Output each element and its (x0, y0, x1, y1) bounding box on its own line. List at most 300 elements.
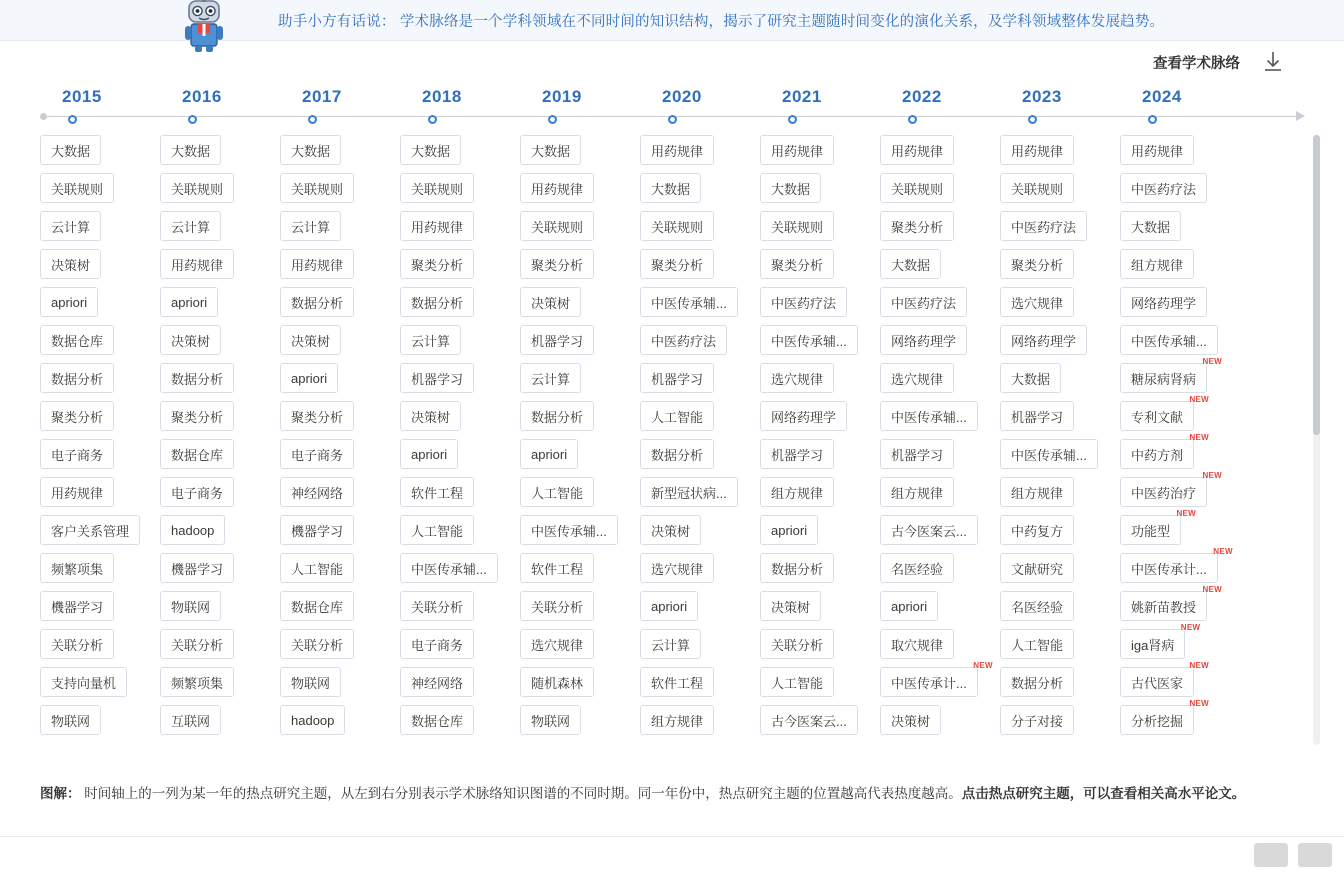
assistant-message-row (278, 10, 1164, 31)
topic-label: 机器学习 (1011, 409, 1064, 425)
topic-chip[interactable] (280, 401, 354, 431)
topic-chip[interactable] (880, 135, 954, 165)
topic-chip[interactable] (760, 553, 834, 583)
topic-chip[interactable] (1000, 287, 1074, 317)
topic-chip[interactable] (760, 477, 834, 507)
topic-chip[interactable] (760, 211, 834, 241)
topic-chip[interactable] (760, 705, 858, 735)
topic-label: 关联分析 (51, 637, 104, 653)
topic-label: apriori (51, 294, 88, 310)
topic-list (520, 133, 640, 735)
topic-label: 大数据 (411, 143, 451, 159)
topic-chip[interactable] (520, 363, 581, 393)
topic-chip[interactable] (880, 287, 967, 317)
timeline-columns (40, 87, 1304, 735)
topic-chip[interactable] (400, 439, 458, 469)
topic-label: 机器学习 (771, 447, 824, 463)
topic-chip[interactable] (400, 173, 474, 203)
topic-chip[interactable] (160, 211, 221, 241)
topic-chip[interactable] (640, 439, 714, 469)
robot-assistant-icon (176, 0, 232, 54)
topic-chip[interactable] (520, 249, 594, 279)
back-to-top-button[interactable] (1298, 843, 1332, 867)
topic-chip[interactable] (520, 705, 581, 735)
topic-chip[interactable] (640, 135, 714, 165)
topic-chip[interactable] (640, 705, 714, 735)
timeline-column (40, 87, 160, 735)
year-label: 2023 (1022, 87, 1062, 106)
topic-chip[interactable] (640, 477, 738, 507)
topic-label: 名医经验 (1011, 599, 1064, 615)
topic-chip[interactable] (40, 325, 114, 355)
new-badge: NEW (1189, 699, 1210, 708)
topic-label: 云计算 (411, 333, 451, 349)
topic-label: 中医传承辅... (651, 295, 727, 311)
topic-label: 大数据 (291, 143, 331, 159)
topic-chip[interactable] (520, 667, 594, 697)
topic-chip[interactable] (280, 591, 354, 621)
topic-chip[interactable] (1120, 509, 1197, 545)
year-label: 2015 (62, 87, 102, 106)
topic-label: 中医传承辅... (891, 409, 967, 425)
topic-label: 古今医案云... (771, 713, 847, 729)
timeline-column (520, 87, 640, 735)
year-axis-dot (548, 115, 557, 124)
topic-label: 中医传承辅... (1131, 333, 1207, 349)
topic-chip[interactable] (1120, 661, 1210, 697)
topic-label: 网络药理学 (1131, 295, 1197, 311)
topic-label: 聚类分析 (411, 257, 464, 273)
topic-chip[interactable] (880, 363, 954, 393)
year-axis-dot (788, 115, 797, 124)
topic-chip[interactable] (400, 515, 474, 545)
topic-chip[interactable] (1000, 363, 1061, 393)
topic-chip[interactable] (40, 439, 114, 469)
topic-label: 中医传承辅... (771, 333, 847, 349)
topic-chip[interactable] (880, 515, 978, 545)
topic-chip[interactable] (640, 363, 714, 393)
topic-chip[interactable] (880, 477, 954, 507)
topic-label: 关联分析 (531, 599, 584, 615)
topic-label: 機器学习 (291, 523, 344, 539)
topic-chip[interactable] (160, 439, 234, 469)
topic-chip[interactable] (1000, 325, 1087, 355)
topic-label: 人工智能 (771, 675, 824, 691)
topic-chip[interactable] (1000, 515, 1074, 545)
topic-label: 云计算 (51, 219, 91, 235)
topic-label: 决策树 (891, 713, 931, 729)
topic-chip[interactable] (160, 287, 218, 317)
topic-label: apriori (171, 294, 208, 310)
topic-label: 古今医案云... (891, 523, 967, 539)
topic-label: 数据分析 (51, 371, 104, 387)
topic-chip[interactable] (640, 667, 714, 697)
topic-chip[interactable] (400, 135, 461, 165)
topic-label: 人工智能 (1011, 637, 1064, 653)
topic-chip[interactable] (40, 211, 101, 241)
topic-label: 神经网络 (411, 675, 464, 691)
topic-chip[interactable] (520, 477, 594, 507)
topic-label: 大数据 (651, 181, 691, 197)
topic-chip[interactable] (40, 173, 114, 203)
topic-chip[interactable] (40, 553, 114, 583)
topic-chip[interactable] (400, 553, 498, 583)
topic-chip[interactable] (520, 439, 578, 469)
timeline-column (880, 87, 1000, 735)
assistant-message: 学术脉络是一个学科领域在不同时间的知识结构，揭示了研究主题随时间变化的演化关系，及学科领域整体发展趋势。 (399, 13, 1165, 30)
topic-label: 软件工程 (651, 675, 704, 691)
year-axis-dot (188, 115, 197, 124)
topic-chip[interactable] (160, 515, 225, 545)
topic-label: 选穴规律 (771, 371, 824, 387)
topic-chip[interactable] (640, 591, 698, 621)
topic-chip[interactable] (160, 135, 221, 165)
topic-chip[interactable] (880, 173, 954, 203)
topic-label: 大数据 (531, 143, 571, 159)
topic-chip[interactable] (40, 515, 140, 545)
topic-chip[interactable] (160, 325, 221, 355)
topic-chip[interactable] (640, 553, 714, 583)
topic-chip[interactable] (760, 629, 834, 659)
topic-label: 支持向量机 (51, 675, 117, 691)
topic-chip[interactable] (280, 477, 354, 507)
topic-chip[interactable] (760, 591, 821, 621)
topic-chip[interactable] (640, 287, 738, 317)
topic-chip[interactable] (280, 211, 341, 241)
year-label: 2020 (662, 87, 702, 106)
timeline-scroll-viewport[interactable] (40, 87, 1304, 755)
topic-label: 大数据 (891, 257, 931, 273)
topic-chip[interactable] (40, 591, 114, 621)
topic-label: 数据分析 (291, 295, 344, 311)
topic-chip[interactable] (520, 325, 594, 355)
topic-chip[interactable] (280, 553, 354, 583)
topic-chip[interactable] (1120, 623, 1201, 659)
year-axis-dot (1148, 115, 1157, 124)
topic-chip[interactable] (1120, 395, 1210, 431)
topic-chip[interactable] (760, 515, 818, 545)
topic-chip[interactable] (880, 439, 954, 469)
new-badge: NEW (1189, 661, 1210, 670)
topic-chip[interactable] (1120, 325, 1218, 355)
topic-chip[interactable] (520, 553, 594, 583)
topic-label: 决策树 (411, 409, 451, 425)
topic-chip[interactable] (1120, 547, 1233, 583)
topic-chip[interactable] (160, 477, 234, 507)
new-badge: NEW (1189, 395, 1210, 404)
topic-label: 数据分析 (411, 295, 464, 311)
topic-label: 新型冠状病... (651, 485, 727, 501)
topic-chip[interactable] (880, 629, 954, 659)
topic-chip[interactable] (400, 591, 474, 621)
topic-label: 电子商务 (291, 447, 344, 463)
topic-chip[interactable] (160, 249, 234, 279)
new-badge: NEW (1213, 547, 1233, 556)
topic-chip[interactable] (40, 363, 114, 393)
topic-label: 关联规则 (171, 181, 224, 197)
topic-chip[interactable] (1000, 173, 1074, 203)
topic-chip[interactable] (160, 591, 221, 621)
topic-label: 人工智能 (291, 561, 344, 577)
topic-chip[interactable] (1000, 135, 1074, 165)
topic-label: 关联规则 (51, 181, 104, 197)
topic-list (280, 133, 400, 735)
topic-chip[interactable] (640, 325, 727, 355)
topic-label: 物联网 (51, 713, 91, 729)
timeline-vertical-scrollbar[interactable] (1313, 135, 1320, 745)
topic-chip[interactable] (520, 629, 594, 659)
legend-text-2: 点击热点研究主题，可以查看相关高水平论文。 (961, 786, 1246, 801)
topic-chip[interactable] (280, 363, 338, 393)
topic-list (40, 133, 160, 735)
topic-chip[interactable] (1000, 211, 1087, 241)
topic-chip[interactable] (400, 325, 461, 355)
download-icon[interactable] (1262, 50, 1284, 74)
topic-chip[interactable] (1120, 585, 1223, 621)
topic-chip[interactable] (640, 401, 714, 431)
topic-chip[interactable] (160, 401, 234, 431)
topic-chip[interactable] (520, 515, 618, 545)
topic-chip[interactable] (760, 287, 847, 317)
topic-chip[interactable] (280, 705, 345, 735)
topic-chip[interactable] (760, 173, 821, 203)
topic-list (640, 133, 760, 735)
year-axis-dot (68, 115, 77, 124)
topic-chip[interactable] (400, 629, 474, 659)
topic-label: 关联规则 (771, 219, 824, 235)
topic-chip[interactable] (1120, 433, 1210, 469)
topic-chip[interactable] (280, 667, 341, 697)
topic-chip[interactable] (400, 705, 474, 735)
topic-label: 大数据 (771, 181, 811, 197)
topic-label: 网络药理学 (1011, 333, 1077, 349)
topic-chip[interactable] (280, 249, 354, 279)
topic-label: 网络药理学 (891, 333, 957, 349)
topic-label: 人工智能 (651, 409, 704, 425)
topic-chip[interactable] (280, 325, 341, 355)
topic-chip[interactable] (280, 439, 354, 469)
topic-chip[interactable] (40, 135, 101, 165)
academic-lineage-timeline (40, 87, 1304, 737)
topic-label: 中医传承辅... (531, 523, 607, 539)
topic-label: 聚类分析 (891, 219, 944, 235)
topic-chip[interactable] (1120, 135, 1194, 165)
topic-label: 数据仓库 (291, 599, 344, 615)
topic-chip[interactable] (160, 667, 234, 697)
topic-label: 中医药疗法 (1011, 219, 1077, 235)
topic-chip[interactable] (280, 287, 354, 317)
topic-list (880, 133, 1000, 735)
topic-label: 软件工程 (531, 561, 584, 577)
topic-chip[interactable] (400, 287, 474, 317)
topic-label: 取穴规律 (891, 637, 944, 653)
topic-chip[interactable] (520, 135, 581, 165)
topic-label: 用药规律 (891, 143, 944, 159)
topic-list (760, 133, 880, 735)
topic-chip[interactable] (880, 705, 941, 735)
topic-label: 电子商务 (411, 637, 464, 653)
topic-chip[interactable] (40, 667, 127, 697)
topic-chip[interactable] (400, 667, 474, 697)
topic-label: 组方规律 (651, 713, 704, 729)
topic-chip[interactable] (1000, 629, 1074, 659)
topic-chip[interactable] (1120, 173, 1207, 203)
timeline-column (1120, 87, 1240, 735)
new-badge: NEW (1202, 585, 1223, 594)
topic-chip[interactable] (1120, 471, 1223, 507)
topic-chip[interactable] (880, 591, 938, 621)
year-label: 2019 (542, 87, 582, 106)
topic-chip[interactable] (400, 401, 461, 431)
topic-chip[interactable] (1120, 211, 1181, 241)
topic-label: 用药规律 (171, 257, 224, 273)
topic-chip[interactable] (280, 135, 341, 165)
topic-chip[interactable] (160, 705, 221, 735)
topic-chip[interactable] (1120, 249, 1194, 279)
topic-chip[interactable] (640, 629, 701, 659)
topic-chip[interactable] (1120, 287, 1207, 317)
topic-chip[interactable] (1000, 591, 1074, 621)
topic-label: 用药规律 (411, 219, 464, 235)
topic-label: hadoop (171, 522, 215, 538)
topic-chip[interactable] (760, 439, 834, 469)
topic-chip[interactable] (760, 135, 834, 165)
topic-chip[interactable] (280, 515, 354, 545)
topic-chip[interactable] (1120, 357, 1223, 393)
scrollbar-thumb[interactable] (1313, 135, 1320, 435)
topic-label: 决策树 (291, 333, 331, 349)
topic-chip[interactable] (640, 211, 714, 241)
topic-chip[interactable] (400, 211, 474, 241)
topic-label: 分子对接 (1011, 713, 1064, 729)
topic-chip[interactable] (400, 363, 474, 393)
topic-chip[interactable] (640, 173, 701, 203)
topic-label: 聚类分析 (531, 257, 584, 273)
topic-label: 频繁项集 (171, 675, 224, 691)
topic-label: apriori (531, 446, 568, 462)
topic-label: 中药方剂 (1131, 447, 1184, 463)
topic-chip[interactable] (520, 591, 594, 621)
topic-label: 聚类分析 (51, 409, 104, 425)
topic-chip[interactable] (880, 211, 954, 241)
year-label: 2022 (902, 87, 942, 106)
assistant-banner (0, 0, 1344, 41)
year-axis-dot (908, 115, 917, 124)
topic-label: 电子商务 (51, 447, 104, 463)
topic-chip[interactable] (880, 401, 978, 431)
topic-chip[interactable] (1000, 477, 1074, 507)
topic-label: 用药规律 (1011, 143, 1064, 159)
topic-chip[interactable] (760, 249, 834, 279)
topic-label: 分析挖掘 (1131, 713, 1184, 729)
topic-label: 关联规则 (411, 181, 464, 197)
topic-label: 機器学习 (171, 561, 224, 577)
view-academic-lineage-link[interactable]: 查看学术脉络 (1153, 55, 1240, 72)
topic-chip[interactable] (160, 363, 234, 393)
topic-label: 大数据 (1011, 371, 1051, 387)
topic-chip[interactable] (280, 173, 354, 203)
topic-label: 专利文献 (1131, 409, 1184, 425)
topic-label: 关联规则 (291, 181, 344, 197)
topic-chip[interactable] (400, 249, 474, 279)
topic-label: 中医药疗法 (1131, 181, 1197, 197)
topic-chip[interactable] (160, 629, 234, 659)
fade-overlay (0, 762, 1344, 778)
topic-chip[interactable] (520, 173, 594, 203)
topic-chip[interactable] (1000, 553, 1074, 583)
axis-start-dot (40, 113, 47, 120)
topic-label: 用药规律 (291, 257, 344, 273)
topic-chip[interactable] (1000, 439, 1098, 469)
topic-chip[interactable] (1120, 699, 1210, 735)
topic-chip[interactable] (760, 401, 847, 431)
topic-chip[interactable] (1000, 667, 1074, 697)
topic-label: iga肾病 (1131, 637, 1175, 653)
topic-label: 物联网 (171, 599, 211, 615)
topic-chip[interactable] (880, 249, 941, 279)
floating-buttons (1254, 843, 1332, 867)
topic-chip[interactable] (640, 515, 701, 545)
topic-chip[interactable] (160, 173, 234, 203)
topic-chip[interactable] (40, 287, 98, 317)
topic-label: 关联规则 (891, 181, 944, 197)
topic-chip[interactable] (520, 287, 581, 317)
topic-chip[interactable] (40, 249, 101, 279)
topic-chip[interactable] (160, 553, 234, 583)
timeline-column (640, 87, 760, 735)
topic-chip[interactable] (880, 661, 993, 697)
topic-label: 选穴规律 (891, 371, 944, 387)
topic-label: 聚类分析 (171, 409, 224, 425)
topic-chip[interactable] (280, 629, 354, 659)
new-badge: NEW (1202, 471, 1223, 480)
topic-label: 机器学习 (411, 371, 464, 387)
new-badge: NEW (973, 661, 993, 670)
topic-chip[interactable] (640, 249, 714, 279)
topic-chip[interactable] (520, 401, 594, 431)
topic-label: 软件工程 (411, 485, 464, 501)
topic-chip[interactable] (520, 211, 594, 241)
year-label: 2016 (182, 87, 222, 106)
topic-chip[interactable] (40, 401, 114, 431)
bottom-divider (0, 836, 1344, 837)
legend-label: 图解： (40, 786, 81, 801)
timeline-column (280, 87, 400, 735)
topic-chip[interactable] (880, 553, 954, 583)
topic-chip[interactable] (1000, 401, 1074, 431)
feedback-button[interactable] (1254, 843, 1288, 867)
topic-label: 中医药疗法 (651, 333, 717, 349)
topic-chip[interactable] (40, 629, 114, 659)
topic-label: 组方规律 (771, 485, 824, 501)
topic-chip[interactable] (760, 325, 858, 355)
topic-label: 数据分析 (651, 447, 704, 463)
topic-label: 关联规则 (651, 219, 704, 235)
topic-chip[interactable] (40, 477, 114, 507)
topic-chip[interactable] (400, 477, 474, 507)
topic-chip[interactable] (1000, 249, 1074, 279)
topic-chip[interactable] (760, 363, 834, 393)
topic-chip[interactable] (880, 325, 967, 355)
topic-chip[interactable] (40, 705, 101, 735)
legend-note (40, 782, 1304, 806)
year-label: 2024 (1142, 87, 1182, 106)
topic-list (1120, 133, 1240, 735)
topic-chip[interactable] (760, 667, 834, 697)
topic-label: hadoop (291, 712, 335, 728)
topic-chip[interactable] (1000, 705, 1074, 735)
timeline-column (400, 87, 520, 735)
